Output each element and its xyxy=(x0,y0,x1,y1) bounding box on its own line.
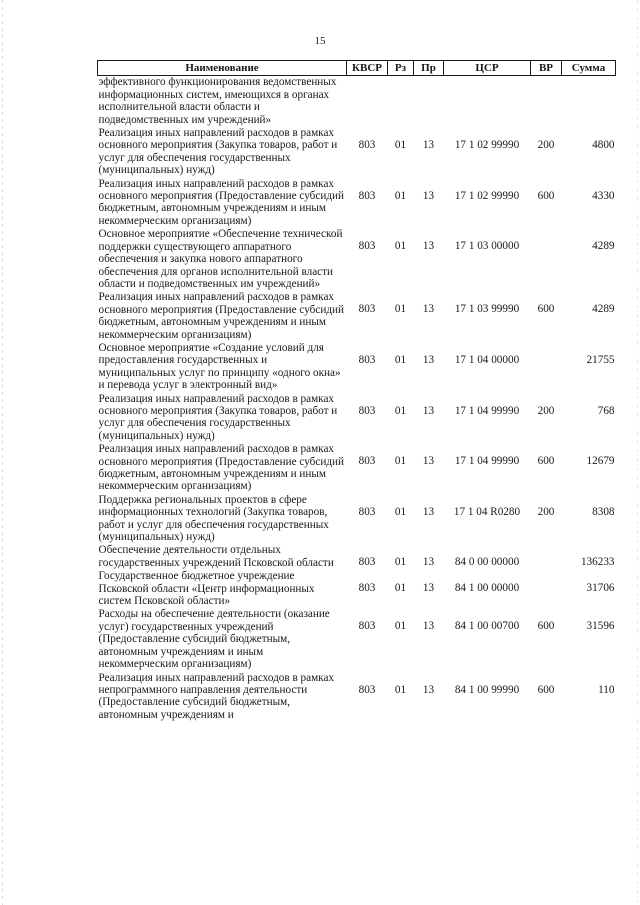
table-row xyxy=(98,494,616,545)
table-row xyxy=(98,570,616,608)
row-kvsr: 803 xyxy=(358,404,376,417)
row-vr: 200 xyxy=(537,404,555,417)
row-sum xyxy=(562,76,616,127)
row-name: Государственное бюджетное учреждение Псковской области «Центр информационных систем Псковской области» xyxy=(98,570,315,608)
row-rz: 01 xyxy=(394,620,407,633)
row-kvsr xyxy=(347,76,388,127)
row-name: Реализация иных направлений расходов в рамках основного мероприятия (Закупка товаров, работ и услуг для обеспечения государственных (муниципальных) нужд) xyxy=(98,127,338,177)
header-rz: Рз xyxy=(388,61,414,76)
header-name: Наименование xyxy=(98,61,347,76)
row-vr xyxy=(531,76,562,127)
row-name: Реализация иных направлений расходов в рамках основного мероприятия (Закупка товаров, работ и услуг для обеспечения государственных (муниципальных) нужд) xyxy=(98,392,338,442)
row-sum: 12679 xyxy=(586,455,615,468)
row-vr xyxy=(531,570,562,608)
table-header xyxy=(98,61,616,76)
row-rz: 01 xyxy=(394,240,407,253)
row-csr: 17 1 03 00000 xyxy=(454,240,520,253)
row-rz: 01 xyxy=(394,683,407,696)
row-sum: 768 xyxy=(597,404,615,417)
row-rz: 01 xyxy=(394,189,407,202)
row-csr: 84 1 00 99990 xyxy=(454,683,520,696)
row-sum: 4330 xyxy=(592,189,615,202)
row-rz: 01 xyxy=(394,455,407,468)
row-kvsr: 803 xyxy=(358,582,376,595)
row-sum: 4289 xyxy=(592,240,615,253)
row-kvsr: 803 xyxy=(358,189,376,202)
row-csr: 17 1 04 99990 xyxy=(454,455,520,468)
table-row xyxy=(98,76,616,127)
row-name: эффективного функционирования ведомственных информационных систем, имеющихся в органах исполнительной власти области и подведомственных им учреждений» xyxy=(98,76,337,126)
table-row xyxy=(98,127,616,178)
row-pr: 13 xyxy=(422,455,435,468)
budget-table xyxy=(97,60,616,722)
row-rz: 01 xyxy=(394,505,407,518)
row-kvsr: 803 xyxy=(358,139,376,152)
row-vr xyxy=(531,342,562,393)
row-pr: 13 xyxy=(422,139,435,152)
row-rz xyxy=(388,76,414,127)
row-csr: 17 1 02 99990 xyxy=(454,139,520,152)
row-csr: 84 1 00 00700 xyxy=(454,620,520,633)
table-row xyxy=(98,544,616,570)
row-pr: 13 xyxy=(422,404,435,417)
row-name: Расходы на обеспечение деятельности (оказание услуг) государственных учреждений (Предоставление субсидий бюджетным, автономным учреждениям и иным некоммерческим организациям) xyxy=(98,608,330,671)
row-csr: 17 1 02 99990 xyxy=(454,189,520,202)
table-row xyxy=(98,342,616,393)
row-rz: 01 xyxy=(394,139,407,152)
row-pr xyxy=(414,76,444,127)
row-sum: 21755 xyxy=(586,353,615,366)
page-number: 15 xyxy=(314,35,326,47)
table-row xyxy=(98,393,616,444)
row-csr: 17 1 04 00000 xyxy=(454,353,520,366)
row-vr: 600 xyxy=(537,455,555,468)
row-rz: 01 xyxy=(394,404,407,417)
row-sum: 31596 xyxy=(586,620,615,633)
row-kvsr: 803 xyxy=(358,303,376,316)
row-name: Реализация иных направлений расходов в рамках основного мероприятия (Предоставление субсидий бюджетным, автономным учреждениям и иным некоммерческим организациям) xyxy=(98,177,344,227)
row-kvsr: 803 xyxy=(358,620,376,633)
row-pr: 13 xyxy=(422,683,435,696)
row-sum: 4800 xyxy=(592,139,615,152)
row-csr xyxy=(444,76,531,127)
row-pr: 13 xyxy=(422,582,435,595)
row-vr: 600 xyxy=(537,620,555,633)
row-pr: 13 xyxy=(422,189,435,202)
row-sum: 110 xyxy=(598,683,615,696)
row-kvsr: 803 xyxy=(358,353,376,366)
row-kvsr: 803 xyxy=(358,683,376,696)
row-name: Основное мероприятие «Обеспечение технической поддержки существующего аппаратного обеспечения и закупка нового аппаратного обеспечения для органов исполнительной власти области и подведомственных им учреждений» xyxy=(98,228,343,290)
row-vr: 600 xyxy=(537,189,555,202)
row-sum: 136233 xyxy=(580,556,615,569)
row-pr: 13 xyxy=(422,240,435,253)
header-pr: Пр xyxy=(414,61,444,76)
row-pr: 13 xyxy=(422,303,435,316)
table-row xyxy=(98,443,616,494)
row-kvsr: 803 xyxy=(358,556,376,569)
row-name: Основное мероприятие «Создание условий для предоставления государственных и муниципальных услуг по принципу «одного окна» и перевода услуг в электронный вид» xyxy=(98,341,341,392)
row-rz: 01 xyxy=(394,582,407,595)
row-vr: 200 xyxy=(537,139,555,152)
header-kvsr: КВСР xyxy=(347,61,388,76)
row-csr: 84 1 00 00000 xyxy=(454,582,520,595)
row-sum: 4289 xyxy=(592,303,615,316)
table-row xyxy=(98,291,616,342)
row-kvsr: 803 xyxy=(358,455,376,468)
row-vr: 600 xyxy=(537,303,555,316)
row-pr: 13 xyxy=(422,620,435,633)
row-kvsr: 803 xyxy=(358,240,376,253)
row-rz: 01 xyxy=(394,353,407,366)
row-pr: 13 xyxy=(422,353,435,366)
table-row xyxy=(98,178,616,229)
row-vr xyxy=(531,544,562,570)
table-row xyxy=(98,608,616,671)
row-csr: 84 0 00 00000 xyxy=(454,556,520,569)
row-name: Реализация иных направлений расходов в рамках основного мероприятия (Предоставление субсидий бюджетным, автономным учреждениям и иным некоммерческим организациям) xyxy=(98,443,344,493)
header-sum: Сумма xyxy=(562,61,616,76)
row-vr: 600 xyxy=(537,683,555,696)
row-kvsr: 803 xyxy=(358,505,376,518)
row-sum: 31706 xyxy=(586,582,615,595)
row-sum: 8308 xyxy=(592,505,615,518)
row-pr: 13 xyxy=(422,556,435,569)
row-name: Поддержка региональных проектов в сфере информационных технологий (Закупка товаров, работ и услуг для обеспечения государственных (муниципальных) нужд) xyxy=(98,493,329,544)
scan-edge-right xyxy=(637,0,638,905)
row-vr xyxy=(531,228,562,291)
table-row xyxy=(98,228,616,291)
row-name: Реализация иных направлений расходов в рамках непрограммного направления деятельности (Предоставление субсидий бюджетным, автономным учреждениям и xyxy=(98,671,335,721)
row-csr: 17 1 04 R0280 xyxy=(453,505,521,518)
table-body xyxy=(98,76,616,722)
header-csr: ЦСР xyxy=(444,61,531,76)
row-pr: 13 xyxy=(422,505,435,518)
row-csr: 17 1 04 99990 xyxy=(454,404,520,417)
row-rz: 01 xyxy=(394,303,407,316)
row-name: Реализация иных направлений расходов в рамках основного мероприятия (Предоставление субсидий бюджетным, автономным учреждениям и иным некоммерческим организациям) xyxy=(98,291,344,341)
row-vr: 200 xyxy=(537,505,555,518)
row-csr: 17 1 03 99990 xyxy=(454,303,520,316)
row-rz: 01 xyxy=(394,556,407,569)
scan-edge-left xyxy=(2,0,3,905)
header-vr: ВР xyxy=(531,61,562,76)
row-name: Обеспечение деятельности отдельных государственных учреждений Псковской области xyxy=(98,544,334,569)
table-row xyxy=(98,672,616,723)
